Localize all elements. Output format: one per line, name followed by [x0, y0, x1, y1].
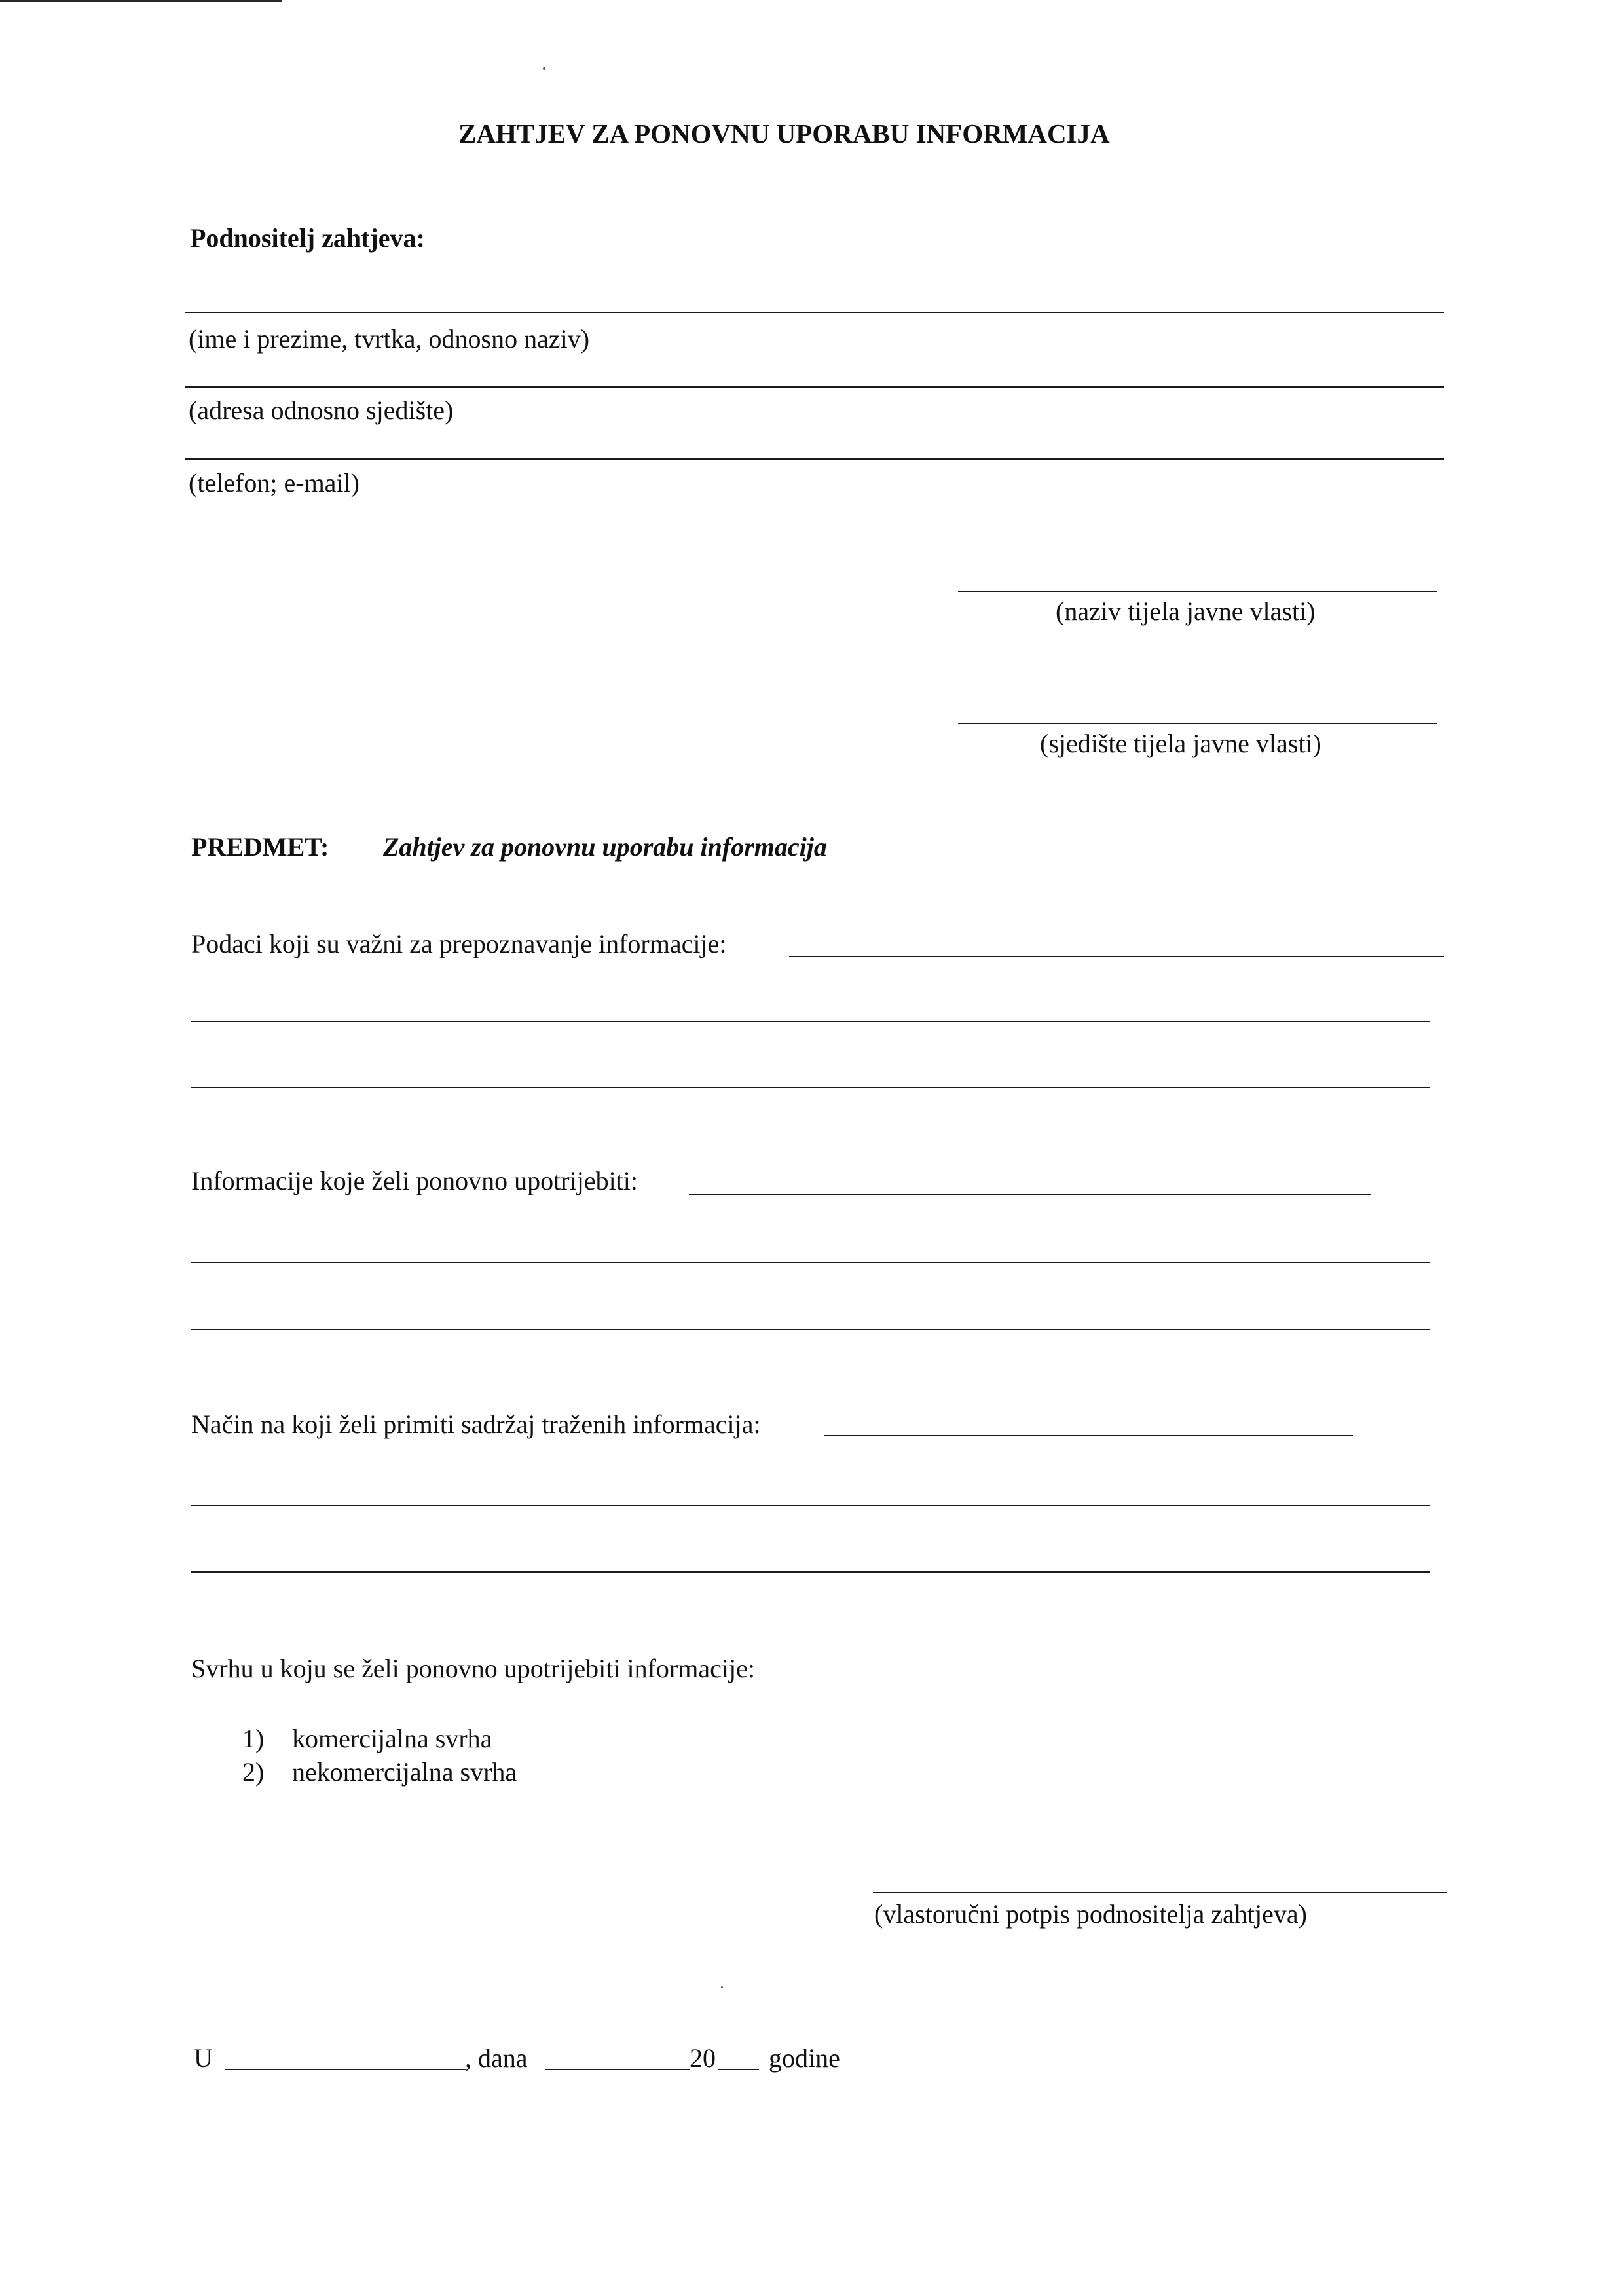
- applicant-contact-caption: (telefon; e-mail): [189, 468, 360, 498]
- delivery-line-3[interactable]: [191, 1571, 1430, 1573]
- form-title: ZAHTJEV ZA PONOVNU UPORABU INFORMACIJA: [458, 118, 1110, 149]
- purpose-option-2-number: 2): [242, 1757, 265, 1787]
- applicant-address-line[interactable]: [185, 386, 1444, 388]
- identification-line-3[interactable]: [191, 1087, 1430, 1088]
- scan-edge-mark: [0, 0, 282, 2]
- scan-speck: [543, 67, 545, 70]
- year-suffix: godine: [769, 2043, 840, 2073]
- subject-text: Zahtjev za ponovnu uporabu informacija: [383, 832, 827, 862]
- authority-name-caption: (naziv tijela javne vlasti): [1056, 596, 1316, 626]
- delivery-line-1[interactable]: [824, 1435, 1353, 1436]
- authority-seat-line[interactable]: [958, 723, 1437, 724]
- applicant-name-caption: (ime i prezime, tvrtka, odnosno naziv): [189, 324, 590, 354]
- date-prefix: , dana: [465, 2043, 528, 2073]
- signature-line[interactable]: [873, 1892, 1447, 1893]
- date-line[interactable]: [545, 2069, 690, 2070]
- authority-seat-caption: (sjedište tijela javne vlasti): [1040, 729, 1321, 758]
- place-line[interactable]: [225, 2069, 466, 2070]
- applicant-address-caption: (adresa odnosno sjedište): [189, 395, 454, 425]
- identification-label: Podaci koji su važni za prepoznavanje informacije:: [191, 929, 727, 958]
- authority-name-line[interactable]: [958, 591, 1437, 592]
- identification-line-1[interactable]: [789, 956, 1444, 957]
- purpose-option-1-number: 1): [242, 1724, 265, 1753]
- purpose-option-1-text[interactable]: komercijalna svrha: [292, 1724, 492, 1753]
- place-prefix: U: [194, 2043, 213, 2073]
- reuse-info-label: Informacije koje želi ponovno upotrijebiti:: [191, 1166, 638, 1195]
- subject-label: PREDMET:: [191, 832, 329, 862]
- reuse-info-line-1[interactable]: [689, 1194, 1371, 1195]
- year-prefix: 20: [690, 2043, 716, 2073]
- applicant-name-line[interactable]: [185, 312, 1444, 313]
- signature-caption: (vlastoručni potpis podnositelja zahtjeva): [874, 1899, 1307, 1929]
- reuse-info-line-3[interactable]: [191, 1329, 1430, 1330]
- applicant-contact-line[interactable]: [185, 458, 1444, 460]
- scan-speck: [721, 1986, 723, 1988]
- purpose-label: Svrhu u koju se želi ponovno upotrijebiti informacije:: [191, 1654, 755, 1683]
- reuse-info-line-2[interactable]: [191, 1262, 1430, 1263]
- purpose-option-2-text[interactable]: nekomercijalna svrha: [292, 1757, 517, 1787]
- delivery-line-2[interactable]: [191, 1505, 1430, 1506]
- year-line[interactable]: [718, 2069, 759, 2070]
- delivery-label: Način na koji želi primiti sadržaj traženih informacija:: [191, 1410, 761, 1439]
- identification-line-2[interactable]: [191, 1021, 1430, 1022]
- applicant-heading: Podnositelj zahtjeva:: [190, 223, 425, 253]
